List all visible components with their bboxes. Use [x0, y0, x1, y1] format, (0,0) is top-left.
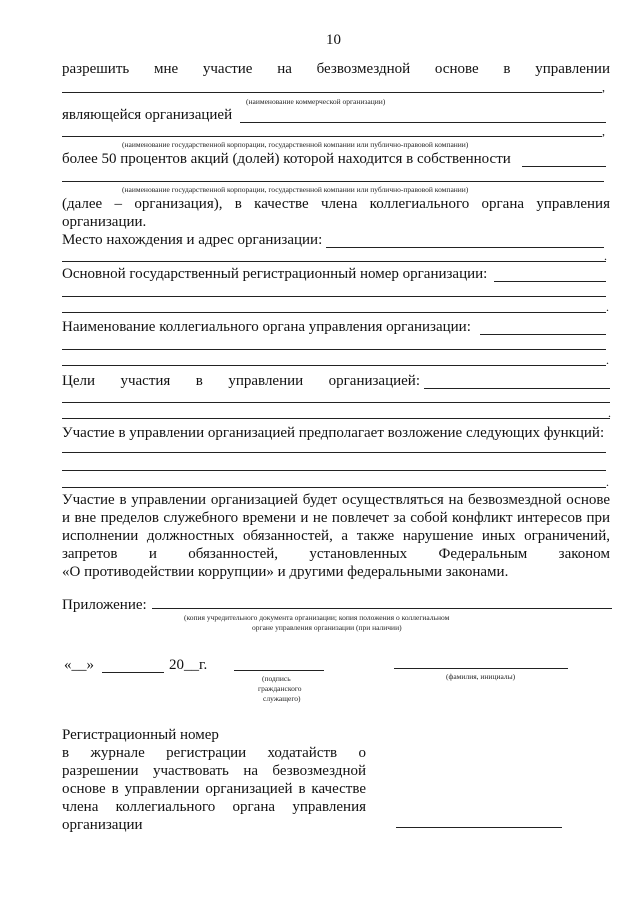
- reg-line-5: члена коллегиального органа управления: [62, 799, 366, 815]
- field-location-address-2[interactable]: [62, 261, 606, 262]
- field-location-address-1[interactable]: [326, 247, 604, 248]
- caption-attachment-1: (копия учредительного документа организации; копия положения о коллегиальном: [184, 613, 450, 622]
- field-state-corp-1b[interactable]: [62, 136, 602, 137]
- line-period: .: [606, 300, 609, 314]
- paragraph-line-1: Участие в управлении организацией будет осуществляться на безвозмездной основе: [62, 492, 610, 508]
- caption-signature-2: гражданского: [258, 684, 302, 693]
- paragraph-line-5: «О противодействии коррупции» и другими федеральными законами.: [62, 564, 509, 580]
- paragraph-line-4: запретов и обязанностей, установленных Федеральным законом: [62, 546, 610, 562]
- reg-title: Регистрационный номер: [62, 727, 219, 743]
- field-collegial-body-1[interactable]: [480, 334, 606, 335]
- line-comma: ,: [602, 124, 605, 138]
- field-state-corp-2a[interactable]: [522, 166, 606, 167]
- page-number: 10: [326, 32, 341, 48]
- field-attachment[interactable]: [152, 608, 612, 609]
- label-location-address: Место нахождения и адрес организации:: [62, 232, 323, 248]
- field-collegial-body-3[interactable]: [62, 365, 606, 366]
- text-line-being-org: являющейся организацией: [62, 107, 233, 123]
- line-comma: ,: [602, 80, 605, 94]
- reg-line-2: в журнале регистрации ходатайств о: [62, 745, 366, 761]
- field-goals-2[interactable]: [62, 402, 610, 403]
- date-day[interactable]: «__»: [64, 657, 94, 673]
- field-state-corp-2b[interactable]: [62, 181, 604, 182]
- label-attachment: Приложение:: [62, 597, 147, 613]
- scan-top-edge: [0, 0, 640, 4]
- field-ogrn-2[interactable]: [62, 296, 606, 297]
- caption-commercial-org: (наименование коммерческой организации): [246, 97, 386, 106]
- line-period: .: [608, 406, 611, 420]
- reg-line-4: основе в управлении организацией в качестве: [62, 781, 366, 797]
- field-functions-3[interactable]: [62, 487, 606, 488]
- field-commercial-org[interactable]: [62, 92, 602, 93]
- line-period: .: [606, 353, 609, 367]
- label-ogrn: Основной государственный регистрационный номер организации:: [62, 266, 488, 282]
- field-signature[interactable]: [234, 670, 324, 671]
- field-registration-number[interactable]: [396, 827, 562, 828]
- caption-attachment-2: органе управления организации (при наличии): [252, 623, 402, 632]
- label-goals: Цели участия в управлении организацией:: [62, 373, 420, 389]
- label-collegial-body: Наименование коллегиального органа управления организации:: [62, 319, 471, 335]
- text-line-permit: разрешить мне участие на безвозмездной основе в управлении: [62, 61, 610, 77]
- reg-line-6: организации: [62, 817, 143, 833]
- line-period: .: [606, 475, 609, 489]
- field-goals-3[interactable]: [62, 418, 610, 419]
- field-full-name[interactable]: [394, 668, 568, 669]
- paragraph-line-2: и вне пределов служебного времени и не повлечет за собой конфликт интересов при: [62, 510, 610, 526]
- field-collegial-body-2[interactable]: [62, 349, 606, 350]
- reg-line-3: разрешении участвовать на безвозмездной: [62, 763, 366, 779]
- field-functions-1[interactable]: [62, 452, 606, 453]
- label-functions: Участие в управлении организацией предполагает возложение следующих функций:: [62, 425, 605, 441]
- paragraph-line-3: исполнении должностных обязанностей, а также нарушение иных ограничений,: [62, 528, 610, 544]
- caption-signature-1: (подпись: [262, 674, 291, 683]
- caption-signature-3: служащего): [263, 694, 301, 703]
- field-state-corp-1a[interactable]: [240, 122, 606, 123]
- field-ogrn-3[interactable]: [62, 312, 606, 313]
- field-date-month[interactable]: [102, 672, 164, 673]
- caption-state-corp-2: (наименование государственной корпорации, государственной компании или публично-правовой компании): [122, 185, 469, 194]
- field-ogrn-1[interactable]: [494, 281, 606, 282]
- text-line-organization: организации.: [62, 214, 147, 230]
- caption-state-corp-1: (наименование государственной корпорации, государственной компании или публично-правовой компании): [122, 140, 469, 149]
- date-year[interactable]: 20__г.: [169, 657, 208, 673]
- caption-full-name: (фамилия, инициалы): [446, 672, 516, 681]
- scan-bottom-edge: [0, 906, 640, 912]
- field-goals-1[interactable]: [424, 388, 610, 389]
- field-functions-2[interactable]: [62, 470, 606, 471]
- text-line-hereinafter: (далее – организация), в качестве члена коллегиального органа управления: [62, 196, 610, 212]
- line-period: .: [604, 249, 607, 263]
- text-line-shares: более 50 процентов акций (долей) которой находится в собственности: [62, 151, 511, 167]
